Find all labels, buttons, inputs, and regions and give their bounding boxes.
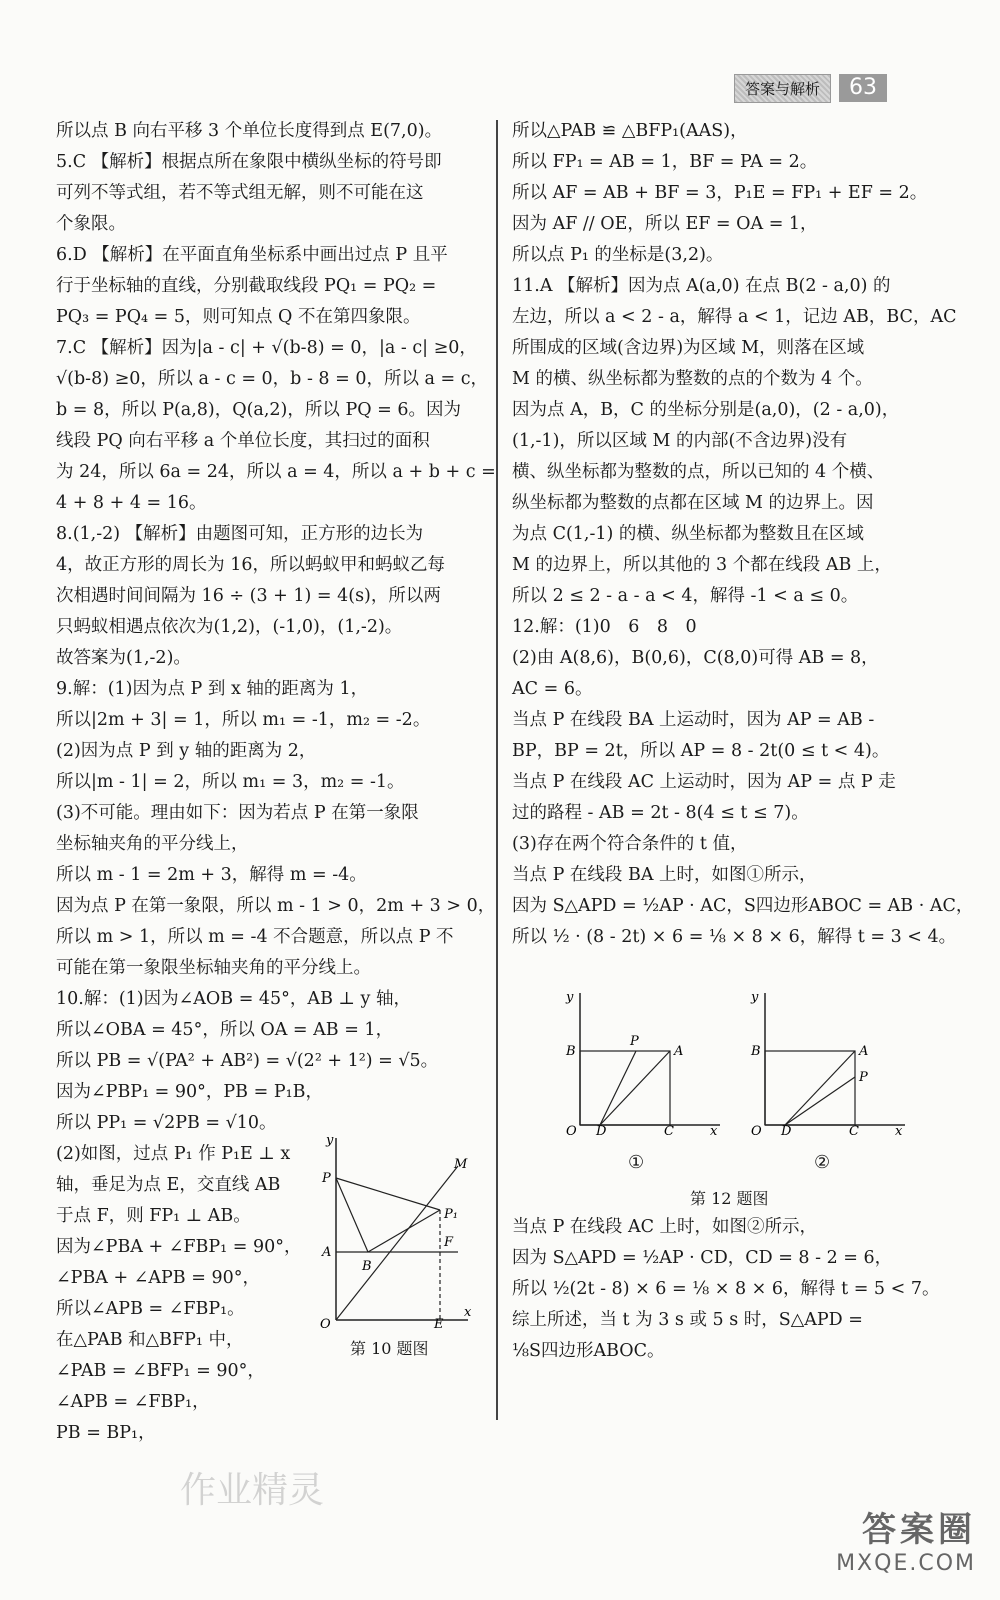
text-line: 纵坐标都为整数的点都在区域 M 的边界上。因: [512, 493, 874, 513]
text-line: 所以∠OBA = 45°，所以 OA = AB = 1，: [56, 1020, 394, 1040]
text-line: 故答案为(1,-2)。: [56, 648, 191, 668]
text-line: ∠APB = ∠FBP₁，: [56, 1392, 210, 1412]
text-line: 于点 F，则 FP₁ ⊥ AB。: [56, 1206, 251, 1226]
text-line: 因为∠PBP₁ = 90°，PB = P₁B，: [56, 1082, 323, 1102]
logo-bottom-text: MXQE.COM: [836, 1551, 976, 1576]
site-logo: [836, 1502, 976, 1576]
text-line: (1,-1)，所以区域 M 的内部(不含边界)没有: [512, 431, 848, 451]
fig12a-label-y: y: [566, 990, 574, 1005]
text-line: 当点 P 在线段 AC 上运动时，因为 AP = 点 P 走: [512, 772, 896, 792]
fig12b-label-p: P: [859, 1070, 868, 1085]
text-line: 可列不等式组，若不等式组无解，则不可能在这: [56, 183, 424, 203]
figure-12-tag-1: ①: [628, 1152, 645, 1173]
text-line: 所以 PB = √(PA² + AB²) = √(2² + 1²) = √5。: [56, 1051, 439, 1071]
fig12a-label-x: x: [710, 1124, 718, 1135]
fig12a-label-o: O: [566, 1124, 577, 1135]
text-line: 只蚂蚁相遇点依次为(1,2)，(-1,0)，(1,-2)。: [56, 617, 403, 637]
text-line: 因为 AF // OE，所以 EF = OA = 1，: [512, 214, 818, 234]
text-line: 横、纵坐标都为整数的点，所以已知的 4 个横、: [512, 462, 885, 482]
fig12b-label-x: x: [895, 1124, 903, 1135]
fig12b-label-d: D: [781, 1124, 792, 1135]
text-line: 过的路程 - AB = 2t - 8(4 ≤ t ≤ 7)。: [512, 803, 809, 823]
fig10-label-a: A: [322, 1245, 332, 1260]
fig12b-label-c: C: [849, 1124, 859, 1135]
figure-10-caption: 第 10 题图: [350, 1339, 429, 1358]
text-line: 10.解：(1)因为∠AOB = 45°，AB ⊥ y 轴，: [56, 989, 411, 1009]
figure-12-caption: 第 12 题图: [690, 1189, 769, 1208]
text-line: (3)存在两个符合条件的 t 值，: [512, 834, 748, 854]
text-line: 左边，所以 a < 2 - a，解得 a < 1，记边 AB，BC，AC: [512, 307, 957, 327]
text-line: ∠PBA + ∠APB = 90°，: [56, 1268, 260, 1288]
fig10-label-p1: P₁: [444, 1207, 458, 1222]
text-line: ⅛S四边形ABOC。: [512, 1341, 665, 1361]
fig12b-label-b: B: [751, 1044, 761, 1059]
fig12b-label-o: O: [751, 1124, 762, 1135]
text-line: 所以 2 ≤ 2 - a - a < 4，解得 -1 < a ≤ 0。: [512, 586, 859, 606]
fig10-label-o: O: [320, 1317, 331, 1330]
fig12a-label-b: B: [566, 1044, 576, 1059]
text-line: ∠PAB = ∠BFP₁ = 90°，: [56, 1361, 265, 1381]
text-line: 11.A 【解析】因为点 A(a,0) 在点 B(2 - a,0) 的: [512, 276, 891, 296]
text-line: 所以点 B 向右平移 3 个单位长度得到点 E(7,0)。: [56, 121, 443, 141]
text-line: 因为 S△APD = ½AP · AC，S四边形ABOC = AB · AC，: [512, 896, 974, 916]
fig12b-label-a: A: [859, 1044, 869, 1059]
text-line: 因为点 P 在第一象限，所以 m - 1 > 0，2m + 3 > 0，: [56, 896, 496, 916]
text-line: 9.解：(1)因为点 P 到 x 轴的距离为 1，: [56, 679, 369, 699]
text-line: 所以 PP₁ = √2PB = √10。: [56, 1113, 277, 1133]
text-line: 综上所述，当 t 为 3 s 或 5 s 时，S△APD =: [512, 1310, 863, 1330]
text-line: 因为∠PBA + ∠FBP₁ = 90°，: [56, 1237, 302, 1257]
text-line: 所以△PAB ≌ △BFP₁(AAS)，: [512, 121, 748, 141]
figure-12-diagram-2: [745, 985, 915, 1135]
text-line: 个象限。: [56, 214, 126, 234]
text-line: 所以 FP₁ = AB = 1，BF = PA = 2。: [512, 152, 818, 172]
text-line: √(b-8) ≥0，所以 a - c = 0，b - 8 = 0，所以 a = c，: [56, 369, 489, 389]
text-line: 行于坐标轴的直线，分别截取线段 PQ₁ = PQ₂ =: [56, 276, 437, 296]
fig12a-label-d: D: [596, 1124, 607, 1135]
fig10-label-p: P: [322, 1171, 331, 1186]
text-line: (2)因为点 P 到 y 轴的距离为 2，: [56, 741, 317, 761]
text-line: 4 + 8 + 4 = 16。: [56, 493, 207, 513]
text-line: 所以∠APB = ∠FBP₁。: [56, 1299, 245, 1319]
figure-10-diagram: [318, 1130, 478, 1330]
text-line: 4，故正方形的周长为 16，所以蚂蚁甲和蚂蚁乙每: [56, 555, 445, 575]
fig12a-label-p: P: [630, 1034, 639, 1049]
text-line: 所以|2m + 3| = 1，所以 m₁ = -1，m₂ = -2。: [56, 710, 431, 730]
text-line: 在△PAB 和△BFP₁ 中，: [56, 1330, 244, 1350]
figure-12-tag-2: ②: [814, 1152, 831, 1173]
text-line: (2)如图，过点 P₁ 作 P₁E ⊥ x: [56, 1144, 291, 1164]
text-line: 为点 C(1,-1) 的横、纵坐标都为整数且在区域: [512, 524, 864, 544]
page-header: [734, 74, 934, 102]
fig12a-label-c: C: [664, 1124, 674, 1135]
text-line: 可能在第一象限坐标轴夹角的平分线上。: [56, 958, 371, 978]
text-line: 所以 ½ · (8 - 2t) × 6 = ⅛ × 8 × 6，解得 t = 3 < 4。: [512, 927, 957, 947]
text-line: 所围成的区域(含边界)为区域 M，则落在区域: [512, 338, 865, 358]
text-line: 因为点 A，B，C 的坐标分别是(a,0)，(2 - a,0)，: [512, 400, 900, 420]
text-line: 所以 m - 1 = 2m + 3，解得 m = -4。: [56, 865, 367, 885]
fig10-label-e: E: [434, 1317, 444, 1330]
page-number: 63: [839, 74, 887, 102]
text-line: 坐标轴夹角的平分线上，: [56, 834, 249, 854]
fig12a-label-a: A: [674, 1044, 684, 1059]
text-line: (2)由 A(8,6)，B(0,6)，C(8,0)可得 AB = 8，: [512, 648, 879, 668]
text-line: 所以|m - 1| = 2，所以 m₁ = 3，m₂ = -1。: [56, 772, 405, 792]
text-line: M 的边界上，所以其他的 3 个都在线段 AB 上，: [512, 555, 892, 575]
text-line: 当点 P 在线段 BA 上运动时，因为 AP = AB -: [512, 710, 875, 730]
text-line: 所以点 P₁ 的坐标是(3,2)。: [512, 245, 724, 265]
text-line: 所以 ½(2t - 8) × 6 = ⅛ × 8 × 6，解得 t = 5 < 7。: [512, 1279, 940, 1299]
logo-top-text: 答案圈: [862, 1510, 976, 1550]
text-line: 所以 m > 1，所以 m = -4 不合题意，所以点 P 不: [56, 927, 454, 947]
text-line: 次相遇时间间隔为 16 ÷ (3 + 1) = 4(s)，所以两: [56, 586, 441, 606]
text-line: 当点 P 在线段 BA 上时，如图①所示，: [512, 865, 817, 885]
fig12b-label-y: y: [751, 990, 759, 1005]
text-line: 因为 S△APD = ½AP · CD，CD = 8 - 2 = 6，: [512, 1248, 893, 1268]
fig10-label-x: x: [464, 1305, 472, 1320]
text-line: 8.(1,-2) 【解析】由题图可知，正方形的边长为: [56, 524, 424, 544]
figure-12-diagram-1: [560, 985, 730, 1135]
text-line: 7.C 【解析】因为|a - c| + √(b-8) = 0，|a - c| ≥0，: [56, 338, 477, 358]
right-column: [512, 116, 974, 953]
fig10-label-m: M: [454, 1157, 468, 1172]
text-line: 为 24，所以 6a = 24，所以 a = 4，所以 a + b + c =: [56, 462, 496, 482]
text-line: (3)不可能。理由如下：因为若点 P 在第一象限: [56, 803, 419, 823]
text-line: 当点 P 在线段 AC 上时，如图②所示，: [512, 1217, 818, 1237]
text-line: 线段 PQ 向右平移 a 个单位长度，其扫过的面积: [56, 431, 430, 451]
text-line: 12.解：(1)0 6 8 0: [512, 617, 697, 637]
text-line: b = 8，所以 P(a,8)，Q(a,2)，所以 PQ = 6。因为: [56, 400, 461, 420]
text-line: PQ₃ = PQ₄ = 5，则可知点 Q 不在第四象限。: [56, 307, 421, 327]
fig10-label-y: y: [326, 1133, 334, 1148]
text-line: M 的横、纵坐标都为整数的点的个数为 4 个。: [512, 369, 873, 389]
fig10-label-f: F: [444, 1235, 454, 1250]
text-line: PB = BP₁，: [56, 1423, 156, 1443]
text-line: 5.C 【解析】根据点所在象限中横纵坐标的符号即: [56, 152, 442, 172]
right-column-bottom: [512, 1212, 952, 1367]
watermark-text: 作业精灵: [180, 1470, 325, 1511]
fig10-label-b: B: [362, 1259, 372, 1274]
text-line: AC = 6。: [512, 679, 593, 699]
text-line: 所以 AF = AB + BF = 3，P₁E = FP₁ + EF = 2。: [512, 183, 928, 203]
text-line: 轴，垂足为点 E，交直线 AB: [56, 1175, 281, 1195]
text-line: 6.D 【解析】在平面直角坐标系中画出过点 P 且平: [56, 245, 448, 265]
text-line: BP，BP = 2t，所以 AP = 8 - 2t(0 ≤ t < 4)。: [512, 741, 890, 761]
header-label: 答案与解析: [734, 74, 831, 103]
column-divider: [496, 120, 498, 1420]
